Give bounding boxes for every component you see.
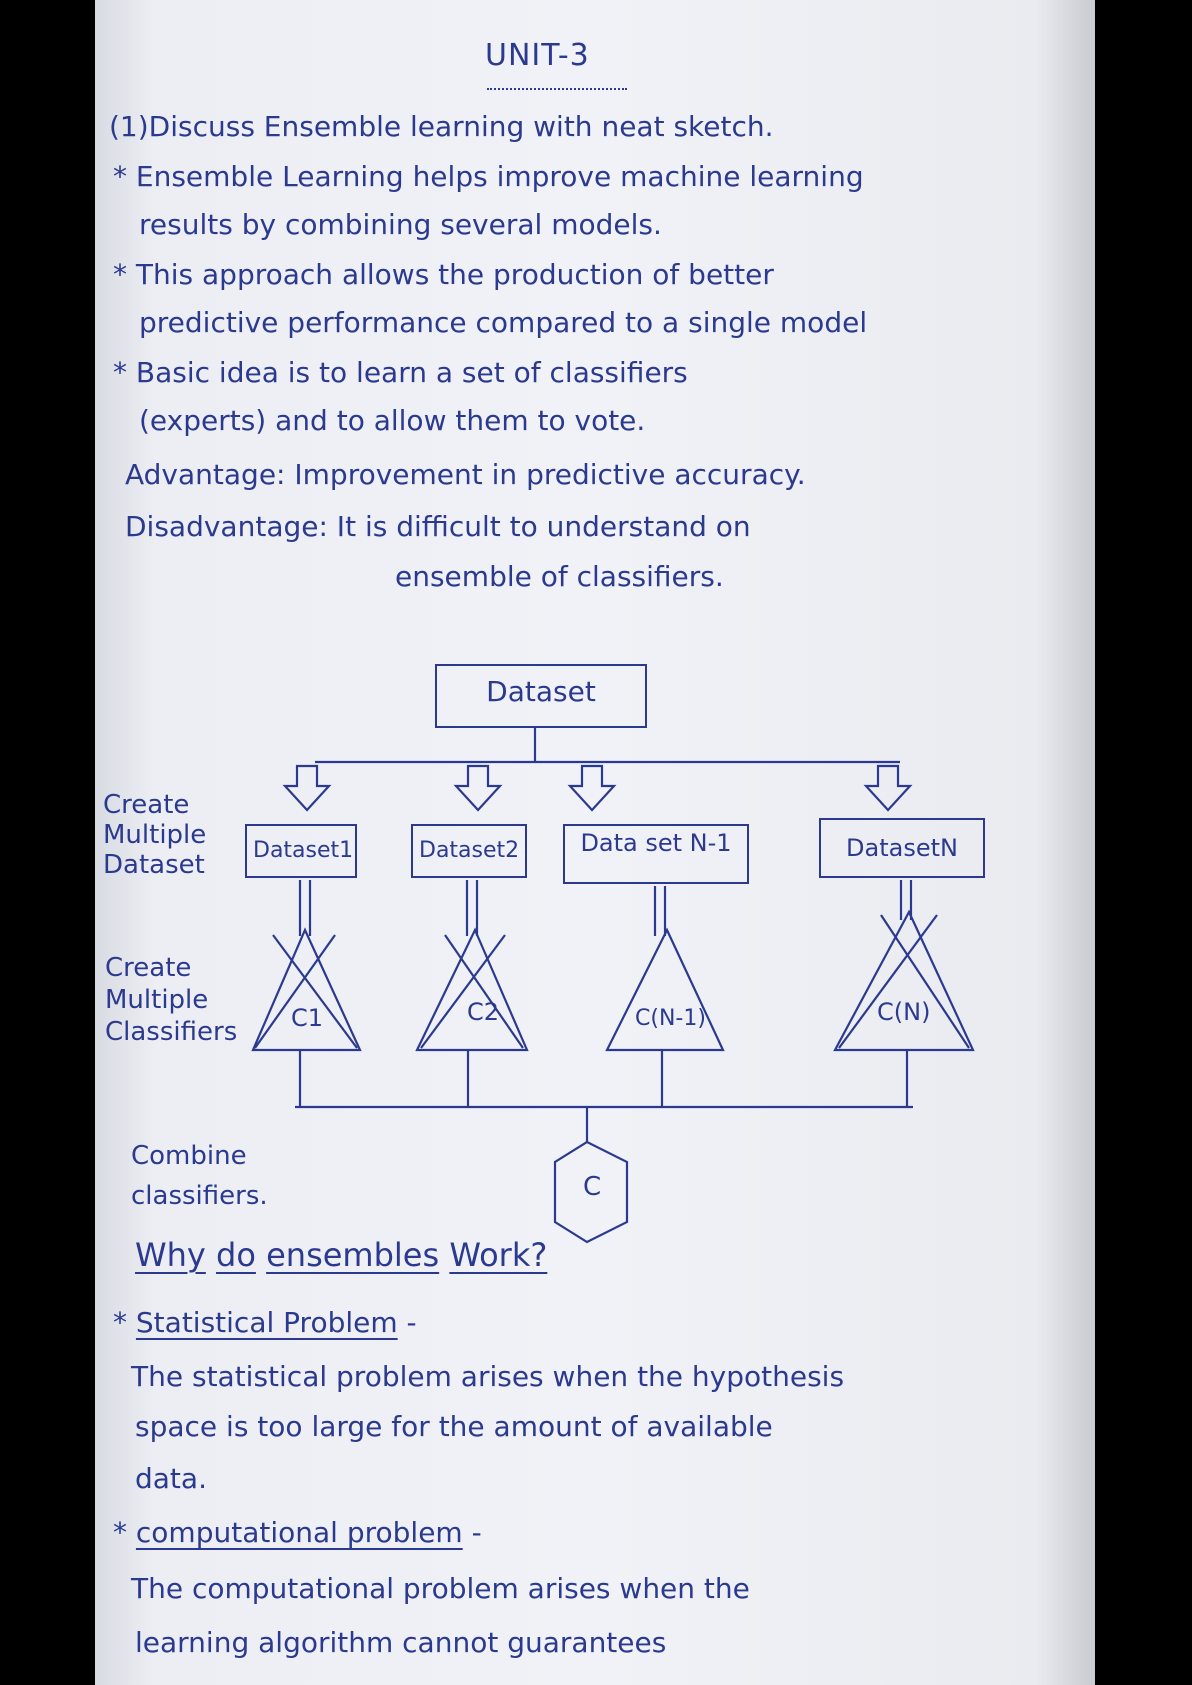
- create-classifiers-label: [105, 952, 237, 1048]
- create-classifiers-line-1: Create: [105, 953, 192, 983]
- statistical-line-1: The statistical problem arises when the hypothesis: [131, 1360, 845, 1393]
- create-datasets-line-3: Dataset: [103, 850, 205, 880]
- point-line-6: (experts) and to allow them to vote.: [139, 404, 646, 437]
- bullet-star: *: [113, 1306, 136, 1339]
- combine-line-2: classifiers.: [131, 1181, 268, 1211]
- combiner-c-label: C: [583, 1172, 602, 1202]
- classifier-cn-minus-1-label: C(N-1): [635, 1006, 706, 1031]
- why-word-4: Work?: [449, 1236, 548, 1274]
- computational-line-1: The computational problem arises when the: [131, 1572, 750, 1605]
- statistical-title: Statistical Problem: [135, 1306, 398, 1339]
- dataset-1-box: Dataset1: [245, 824, 357, 878]
- statistical-line-2: space is too large for the amount of available: [135, 1410, 773, 1443]
- dataset-n-minus-1-box: Data set N-1: [563, 824, 749, 884]
- combine-line-1: Combine: [131, 1141, 247, 1171]
- notebook-page: [95, 0, 1095, 1685]
- advantage-text: Advantage: Improvement in predictive accuracy.: [125, 458, 806, 491]
- combine-classifiers-label: [131, 1136, 268, 1216]
- statistical-suffix: -: [397, 1306, 417, 1339]
- classifier-cn-label: C(N): [877, 998, 931, 1026]
- classifier-c2-label: C2: [467, 998, 500, 1026]
- computational-heading: [113, 1516, 482, 1549]
- why-word-1: Why: [135, 1236, 206, 1274]
- disadvantage-line-1: Disadvantage: It is difficult to understand on: [125, 510, 751, 543]
- why-heading: [135, 1236, 547, 1274]
- why-word-3: ensembles: [266, 1236, 440, 1274]
- create-classifiers-line-2: Multiple: [105, 985, 209, 1015]
- point-line-5: * Basic idea is to learn a set of classifiers: [113, 356, 688, 389]
- dataset-n-box: DatasetN: [819, 818, 985, 878]
- create-datasets-line-1: Create: [103, 790, 190, 820]
- dataset-root-box: Dataset: [435, 664, 647, 728]
- computational-line-2: learning algorithm cannot guarantees: [135, 1626, 667, 1659]
- statistical-line-3: data.: [135, 1462, 207, 1495]
- page-title: UNIT-3: [485, 38, 590, 73]
- disadvantage-line-2: ensemble of classifiers.: [395, 560, 724, 593]
- point-line-3: * This approach allows the production of better: [113, 258, 774, 291]
- why-word-2: do: [216, 1236, 256, 1274]
- point-line-2: results by combining several models.: [139, 208, 662, 241]
- bullet-star: *: [113, 1516, 136, 1549]
- point-line-4: predictive performance compared to a single model: [139, 306, 868, 339]
- computational-suffix: -: [462, 1516, 482, 1549]
- create-datasets-line-2: Multiple: [103, 820, 207, 850]
- dataset-2-box: Dataset2: [411, 824, 527, 878]
- question-heading: (1)Discuss Ensemble learning with neat sketch.: [109, 110, 774, 143]
- classifier-c1-label: C1: [291, 1004, 324, 1032]
- create-datasets-label: [103, 790, 206, 880]
- point-line-1: * Ensemble Learning helps improve machine learning: [113, 160, 864, 193]
- create-classifiers-line-3: Classifiers: [105, 1017, 238, 1047]
- computational-title: computational problem: [135, 1516, 463, 1549]
- statistical-heading: [113, 1306, 417, 1339]
